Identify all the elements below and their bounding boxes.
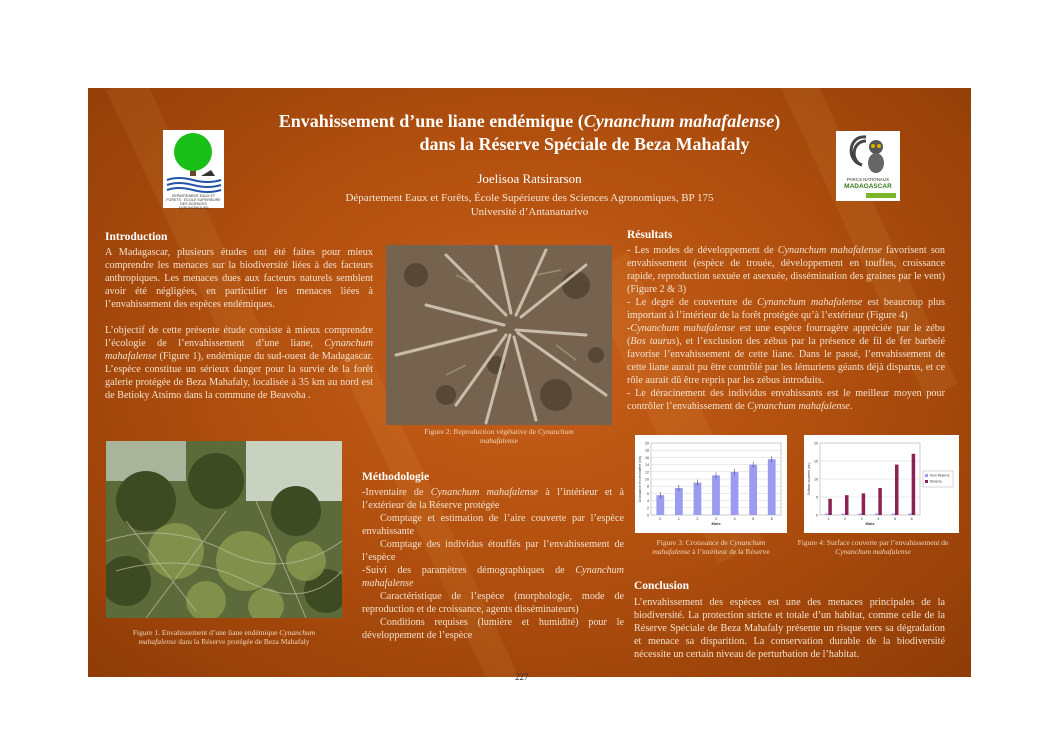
x-tick-label: 4 xyxy=(733,517,736,521)
methodologie-item-5: Caractéristique de l’espèce (morphologie, mode de reproduction et de croissance, agents disséminateurs) xyxy=(362,591,624,615)
introduction-p1: A Madagascar, plusieurs études ont été faites pour mieux comprendre les menaces sur la biodiversité liées à des facteurs anthropiques. Les menaces dues aux facteurs naturels semblent avoir été négligées, en particulier les menaces liées à l’envahissement des espèces endémiques. xyxy=(105,247,373,310)
resultats-bullet-4: - Le déracinement des individus envahissants est le meilleur moyen pour contrôler l’envahissement de Cynanchum mahafalense. xyxy=(627,388,945,412)
resultats-bullet-3: -Cynanchum mahafalense est une espèce fourragère appréciée par le zébu (Bos taurus), et l’exclusion des zébus par la présence de fil de fer barbelé favorise l’envahissement de cette liane. Dans le passé, l’envahissement de cette liane aurait pu être contrôlé par les lémuriens géants déjà disparus, et ce rôle aurait dû être repris par les zébus introduits. xyxy=(627,323,945,386)
parcs-nationaux-logo xyxy=(836,131,900,201)
resultats-heading: Résultats xyxy=(627,229,673,241)
methodologie-item-2: Comptage et estimation de l’aire couverte par l’espèce envahissante xyxy=(362,513,624,537)
bar xyxy=(875,514,879,515)
affiliation-line1: Département Eaux et Forêts, École Supérieure des Sciences Agronomiques, BP 175 xyxy=(345,192,714,204)
x-tick-label: 2 xyxy=(696,517,699,521)
legend-swatch xyxy=(925,474,928,477)
y-tick-label: 10 xyxy=(645,477,649,482)
x-tick-label: 6 xyxy=(910,517,913,521)
y-tick-label: 0 xyxy=(816,513,818,518)
x-tick-label: 5 xyxy=(894,517,896,521)
figure4-chart xyxy=(804,435,959,533)
bar xyxy=(878,488,882,515)
introduction-p2: L’objectif de cette présente étude consiste à mieux comprendre l’écologie de l’envahissement d’une liane, Cynanchum mahafalense (Figure 1), endémique du sud-ouest de Madagascar. L’espèce constitue un sérieux danger pour la survie de la forêt galerie protégée de Beza Mahafaly, localisée à 35 km au nord est de Betioky Atsimo dans la commune de Beavoha . xyxy=(105,325,373,401)
bar xyxy=(694,483,702,515)
bar xyxy=(768,459,776,515)
methodologie-text xyxy=(362,486,624,642)
bar xyxy=(912,454,916,515)
affiliation-line2: Université d’Antananarivo xyxy=(470,206,589,218)
bar xyxy=(828,499,832,515)
methodologie-item-6: Conditions requises (lumière et humidité) pour le développement de l’espèce xyxy=(362,617,624,641)
bar xyxy=(825,514,829,515)
x-tick-label: 3 xyxy=(860,517,863,521)
parcs-logo-text-1: PARCS NATIONAUX xyxy=(846,177,890,182)
parcs-logo-bar xyxy=(866,193,896,198)
figure1-caption: Figure 1. Envahissement d’une liane endémique Cynanchum mahafalense dans la Réserve protégée de Beza Mahafaly xyxy=(132,628,316,646)
poster-title-line2: dans la Réserve Spéciale de Beza Mahafaly xyxy=(419,134,750,154)
x-axis-label: Mois xyxy=(711,521,721,526)
introduction-heading: Introduction xyxy=(105,231,168,243)
x-tick-label: 3 xyxy=(715,517,717,521)
legend-label: Réserve xyxy=(930,479,942,484)
bar xyxy=(749,465,757,515)
y-tick-label: 8 xyxy=(647,484,649,489)
y-tick-label: 15 xyxy=(814,459,818,464)
bar xyxy=(731,472,739,515)
figure4-chart-svg xyxy=(804,435,959,533)
conclusion-text: L’envahissement des espèces est une des menaces principales de la biodiversité. La protection stricte et totale d’un habitat, comme celle de la Réserve Spéciale de Beza Mahafaly présente un risque vers sa dégradation et menace sa disparition. La conservation durable de la biodiversité nécessite un certain niveau de perturbation de l’habitat. xyxy=(634,597,945,660)
bar xyxy=(842,514,846,515)
conclusion-heading: Conclusion xyxy=(634,580,689,592)
bar xyxy=(712,475,720,515)
y-tick-label: 0 xyxy=(647,513,649,518)
y-tick-label: 10 xyxy=(814,477,818,482)
figure2-caption: Figure 2: Reproduction végétative de Cynanchum mahafalense xyxy=(424,427,574,445)
bar xyxy=(675,488,683,515)
y-tick-label: 20 xyxy=(814,441,818,446)
resultats-bullet-1: - Les modes de développement de Cynanchum mahafalense favorisent son envahissement (espèce de trouée, développement en touffes, croissance rapide, reproduction sexuée et asexuée, dissémination des graines par le vent) (Figure 2 & 3) xyxy=(627,245,945,295)
x-axis-label: Mois xyxy=(865,521,875,526)
y-tick-label: 16 xyxy=(645,455,649,460)
x-tick-label: 0 xyxy=(659,517,662,521)
y-tick-label: 12 xyxy=(645,470,649,475)
page-number: 227 xyxy=(515,672,529,682)
poster xyxy=(88,88,971,677)
methodologie-item-3: Comptage des individus étouffés par l’envahissement de l’espèce xyxy=(362,539,624,563)
figure4-caption: Figure 4: Surface couverte par l’envahissement de Cynanchum mahafalense xyxy=(797,538,949,556)
figure3-chart xyxy=(635,435,787,533)
x-tick-label: 1 xyxy=(827,517,830,521)
x-tick-label: 4 xyxy=(877,517,880,521)
x-tick-label: 6 xyxy=(770,517,773,521)
figure3-chart-svg xyxy=(635,435,787,533)
bar xyxy=(895,465,899,515)
poster-title: Envahissement d’une liane endémique (Cynanchum mahafalense) xyxy=(278,111,781,131)
resultats-bullet-2: - Le degré de couverture de Cynanchum mahafalense est beaucoup plus important à l’intérieur de la forêt protégée qu’à l’extérieur (Figure 4) xyxy=(627,297,945,321)
legend-swatch xyxy=(925,480,928,483)
y-axis-label: Croissance en centimètre (cm) xyxy=(638,455,642,503)
department-logo xyxy=(163,130,224,208)
legend-label: Hors Réserve xyxy=(930,473,950,478)
y-tick-label: 14 xyxy=(645,463,649,468)
y-axis-label: Surface couverte (m²) xyxy=(807,462,811,496)
x-tick-label: 5 xyxy=(752,517,755,521)
department-logo-text: DEPARTEMENT EAUX ET FORETS · ECOLE SUPERIEURE DES SCIENCES AGRONOMIQUES xyxy=(166,194,221,210)
bar xyxy=(862,493,866,515)
x-tick-label: 1 xyxy=(677,517,680,521)
y-tick-label: 2 xyxy=(647,506,649,511)
methodologie-item-1: -Inventaire de Cynanchum mahafalense à l’intérieur et à l’extérieur de la Réserve protégée xyxy=(362,487,624,511)
y-tick-label: 6 xyxy=(647,491,649,496)
author: Joelisoa Ratsirarson xyxy=(477,171,582,186)
bar xyxy=(908,514,912,515)
figure2-photo xyxy=(386,245,612,425)
resultats-text xyxy=(627,244,945,413)
y-tick-label: 18 xyxy=(645,448,649,453)
introduction-text xyxy=(105,246,373,402)
y-tick-label: 4 xyxy=(647,499,649,504)
methodologie-item-4: -Suivi des paramètres démographiques de Cynanchum mahafalense xyxy=(362,565,624,589)
figure1-photo xyxy=(106,441,342,618)
figure3-caption: Figure 3: Croissance de Cynanchum mahafalense à l’intérieur de la Réserve xyxy=(652,538,770,556)
y-tick-label: 20 xyxy=(645,441,649,446)
parcs-logo-text-2: MADAGASCAR xyxy=(844,183,892,190)
y-tick-label: 5 xyxy=(816,495,818,500)
bar xyxy=(845,495,849,515)
methodologie-heading: Méthodologie xyxy=(362,471,430,483)
bar xyxy=(892,514,896,515)
bar xyxy=(858,514,862,515)
x-tick-label: 2 xyxy=(844,517,846,521)
